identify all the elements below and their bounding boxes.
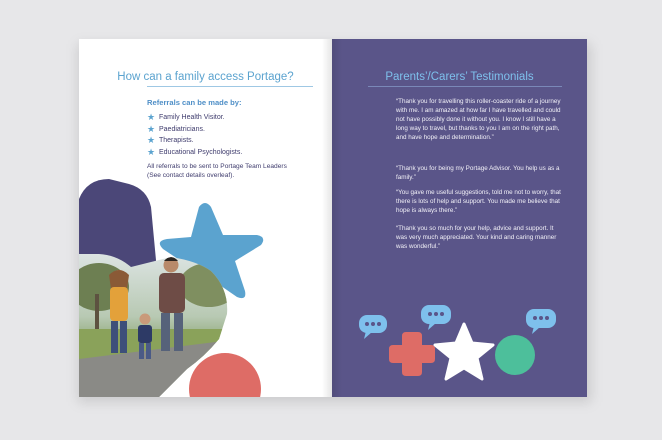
left-page-title: How can a family access Portage? (117, 71, 294, 83)
star-bullet-icon: ★ (147, 135, 156, 146)
white-star-shape (435, 324, 493, 379)
testimonial-quote: “Thank you for travelling this roller-coaster ride of a journey with me. I am amazed at how far I have travelled and could not have possibly done it without you. I know I still have a long way to travel, but thanks to you I am on the right path, and have hope and determination.” (396, 98, 561, 141)
list-item: ★ Paediatricians. (147, 123, 205, 134)
list-item: ★ Educational Psychologists. (147, 146, 243, 157)
coral-cross-shape (389, 332, 435, 376)
star-bullet-icon: ★ (147, 123, 156, 134)
book-gutter (322, 39, 342, 397)
right-page (332, 39, 587, 397)
teal-circle-shape (495, 335, 535, 375)
speech-bubble-icon (359, 315, 387, 339)
left-page-graphics (79, 39, 332, 397)
star-bullet-icon: ★ (147, 146, 156, 157)
testimonial-quote: “Thank you so much for your help, advice and support. It was very much appreciated. Your kind and caring manner was wonderful.” (396, 225, 557, 250)
speech-bubble-icon (421, 305, 451, 330)
left-page (79, 39, 332, 397)
list-item: ★ Therapists. (147, 135, 194, 146)
coral-circle-shape (189, 353, 261, 397)
referral-note: All referrals to be sent to Portage Team Leaders (See contact details overleaf). (147, 163, 287, 179)
list-item: ★ Family Health Visitor. (147, 112, 225, 123)
speech-bubble-icon (526, 309, 556, 334)
testimonial-quote: “Thank you for being my Portage Advisor. You help us as a family.” (396, 165, 560, 181)
right-page-graphics (332, 39, 587, 397)
testimonial-quote: “You gave me useful suggestions, told me not to worry, that there is lots of help and support. You made me believe that hope is always there.” (396, 189, 561, 214)
star-bullet-icon: ★ (147, 112, 156, 123)
referrals-heading: Referrals can be made by: (147, 98, 242, 107)
right-page-title: Parents’/Carers’ Testimonials (385, 71, 534, 83)
